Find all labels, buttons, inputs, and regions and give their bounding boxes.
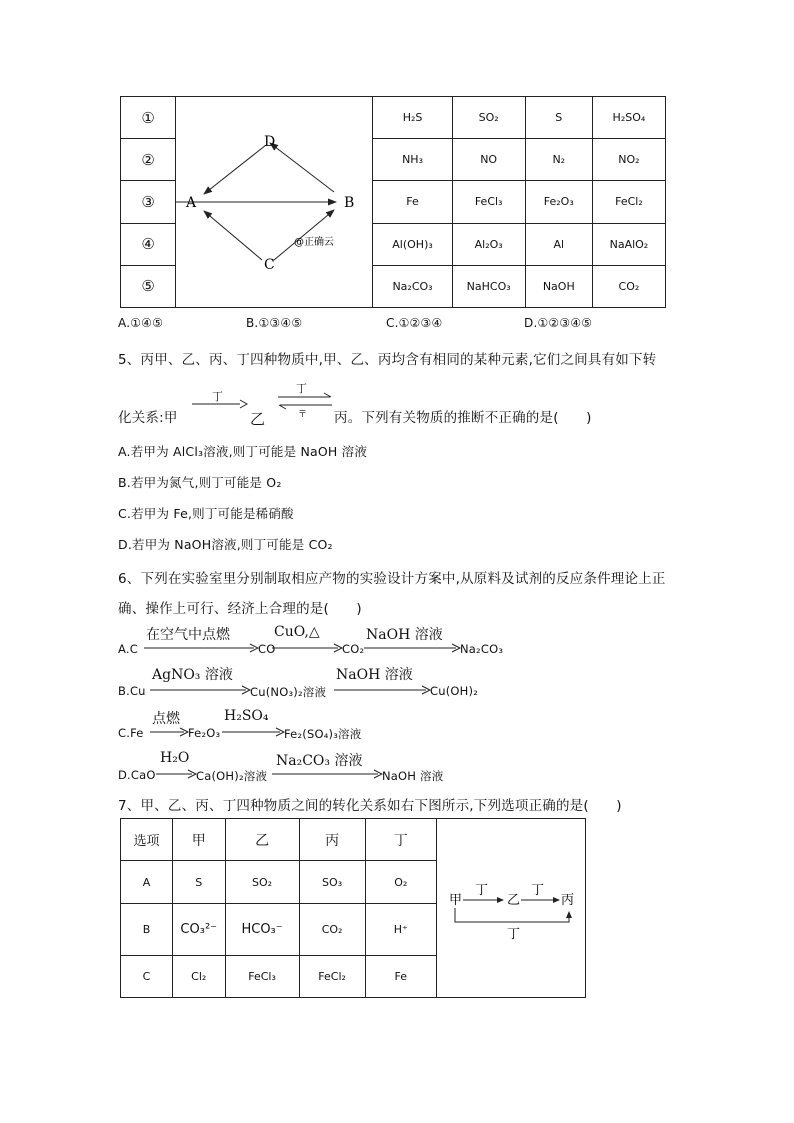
cell: H₂SO₄ bbox=[592, 97, 665, 139]
q6-a-arrow2 bbox=[272, 643, 344, 653]
q6-c-arrow1 bbox=[150, 727, 190, 737]
header-cell: 丁 bbox=[365, 819, 436, 861]
q6-a-cond1: 在空气中点燃 bbox=[146, 627, 230, 643]
q5-mid: 乙 bbox=[250, 410, 266, 428]
cell: H⁺ bbox=[365, 904, 436, 956]
cell: N₂ bbox=[525, 139, 592, 181]
cell: S bbox=[172, 861, 225, 904]
watermark: @正确云 bbox=[294, 237, 335, 248]
cell: NH₃ bbox=[373, 139, 452, 181]
q5-stem-prefix: 化关系:甲 bbox=[118, 410, 178, 426]
cell: B bbox=[121, 904, 173, 956]
q6-d-p2: NaOH 溶液 bbox=[382, 769, 444, 783]
cell: Fe bbox=[365, 956, 436, 998]
node-b: B bbox=[344, 195, 355, 211]
cell: CO₂ bbox=[592, 265, 665, 307]
cell: FeCl₂ bbox=[299, 956, 365, 998]
q6-d-p1: Ca(OH)₂溶液 bbox=[196, 769, 268, 783]
cell: HCO₃⁻ bbox=[225, 904, 299, 956]
diagram-cell bbox=[176, 97, 373, 308]
q5-option-b[interactable]: B.若甲为氮气,则丁可能是 O₂ bbox=[118, 475, 282, 490]
cell: NO₂ bbox=[592, 139, 665, 181]
node-bing: 丙 bbox=[560, 893, 574, 908]
q6-d-start[interactable]: D.CaO bbox=[118, 768, 156, 782]
q6-c-cond2: H₂SO₄ bbox=[224, 708, 269, 724]
q5-option-d[interactable]: D.若甲为 NaOH溶液,则丁可能是 CO₂ bbox=[118, 537, 333, 552]
header-cell: 选项 bbox=[121, 819, 173, 861]
q6-d-arrow2 bbox=[272, 769, 384, 779]
q6-c-p1: Fe₂O₃ bbox=[188, 726, 221, 740]
cell: SO₂ bbox=[452, 97, 525, 139]
cell: FeCl₂ bbox=[592, 181, 665, 223]
q6-a-p1: CO bbox=[258, 642, 276, 656]
q6-d-cond2: Na₂CO₃ 溶液 bbox=[276, 753, 363, 769]
cell: Al₂O₃ bbox=[452, 223, 525, 265]
cell: A bbox=[121, 861, 173, 904]
q6-a-p2: CO₂ bbox=[342, 642, 365, 656]
node-d: D bbox=[264, 134, 276, 150]
q7-stem: 7、甲、乙、丙、丁四种物质之间的转化关系如右下图所示,下列选项正确的是( ) bbox=[118, 798, 622, 814]
row-label: ③ bbox=[121, 181, 176, 223]
q4-option-a[interactable]: A.①④⑤ bbox=[118, 316, 164, 330]
header-cell: 丙 bbox=[299, 819, 365, 861]
q4-table bbox=[120, 96, 666, 308]
node-c: C bbox=[264, 257, 275, 273]
q4-option-b[interactable]: B.①③④⑤ bbox=[246, 316, 303, 330]
q6-b-p1: Cu(NO₃)₂溶液 bbox=[250, 685, 327, 699]
node-yi: 乙 bbox=[506, 893, 520, 908]
header-cell: 甲 bbox=[172, 819, 225, 861]
cell: SO₂ bbox=[225, 861, 299, 904]
q5-eq-top: 丁 bbox=[296, 382, 307, 395]
q5-arrow-label: 丁 bbox=[212, 390, 223, 403]
cell: Na₂CO₃ bbox=[373, 265, 452, 307]
q5-option-a[interactable]: A.若甲为 AlCl₃溶液,则丁可能是 NaOH 溶液 bbox=[118, 444, 368, 459]
row-label: ② bbox=[121, 139, 176, 181]
q5-arrow bbox=[192, 398, 248, 410]
q4-option-c[interactable]: C.①②③④ bbox=[386, 316, 443, 330]
cell: SO₃ bbox=[299, 861, 365, 904]
q6-stem-line1: 6、下列在实验室里分别制取相应产物的实验设计方案中,从原料及试剂的反应条件理论上正 bbox=[118, 571, 666, 587]
q6-a-cond3: NaOH 溶液 bbox=[366, 627, 443, 643]
label-ding-1: 丁 bbox=[474, 883, 488, 898]
q6-c-arrow2 bbox=[222, 727, 286, 737]
q6-a-arrow3 bbox=[364, 643, 462, 653]
cell: NaAlO₂ bbox=[592, 223, 665, 265]
cell: NO bbox=[452, 139, 525, 181]
q6-b-cond1: AgNO₃ 溶液 bbox=[152, 667, 233, 683]
cell: Cl₂ bbox=[172, 956, 225, 998]
row-label: ④ bbox=[121, 223, 176, 265]
q6-b-p2: Cu(OH)₂ bbox=[430, 684, 479, 698]
q6-b-arrow1 bbox=[150, 685, 252, 695]
q6-c-cond1: 点燃 bbox=[152, 711, 180, 727]
cell: CO₂ bbox=[299, 904, 365, 956]
q5-stem-line1: 5、丙甲、乙、丙、丁四种物质中,甲、乙、丙均含有相同的某种元素,它们之间具有如下转 bbox=[118, 352, 657, 368]
q6-a-start[interactable]: A.C bbox=[118, 642, 138, 656]
row-label: ① bbox=[121, 97, 176, 139]
cell: Fe₂O₃ bbox=[525, 181, 592, 223]
q6-b-start[interactable]: B.Cu bbox=[118, 684, 146, 698]
q7-diagram bbox=[437, 820, 585, 996]
q6-d-arrow1 bbox=[156, 769, 198, 779]
q6-a-arrow1 bbox=[144, 643, 260, 653]
cell: Al(OH)₃ bbox=[373, 223, 452, 265]
q4-option-d[interactable]: D.①②③④⑤ bbox=[524, 316, 593, 330]
node-jia: 甲 bbox=[448, 893, 462, 908]
q6-c-p2: Fe₂(SO₄)₃溶液 bbox=[284, 727, 362, 741]
q6-b-arrow2 bbox=[334, 685, 432, 695]
q5-stem-suffix: 丙。下列有关物质的推断不正确的是( ) bbox=[334, 410, 592, 426]
cell: CO₃²⁻ bbox=[172, 904, 225, 956]
cell: S bbox=[525, 97, 592, 139]
q6-d-cond1: H₂O bbox=[160, 750, 190, 766]
label-ding-2: 丁 bbox=[530, 883, 544, 898]
node-a: A bbox=[186, 195, 197, 211]
label-ding-3: 丁 bbox=[506, 927, 520, 942]
cell: H₂S bbox=[373, 97, 452, 139]
header-cell: 乙 bbox=[225, 819, 299, 861]
row-label: ⑤ bbox=[121, 265, 176, 307]
q6-b-cond2: NaOH 溶液 bbox=[336, 667, 413, 683]
cell: FeCl₃ bbox=[452, 181, 525, 223]
q5-option-c[interactable]: C.若甲为 Fe,则丁可能是稀硝酸 bbox=[118, 506, 294, 521]
cell: C bbox=[121, 956, 173, 998]
cell: FeCl₃ bbox=[225, 956, 299, 998]
cell: Al bbox=[525, 223, 592, 265]
cell: NaHCO₃ bbox=[452, 265, 525, 307]
q5-eq-bottom: 〒 bbox=[298, 410, 308, 420]
diagram-cell bbox=[436, 819, 585, 998]
q6-a-cond2: CuO,△ bbox=[274, 624, 320, 640]
q6-c-start[interactable]: C.Fe bbox=[118, 726, 144, 740]
q6-stem-line2: 确、操作上可行、经济上合理的是( ) bbox=[118, 601, 362, 617]
abcd-diagram bbox=[176, 97, 372, 307]
q7-table bbox=[120, 818, 586, 998]
cell: Fe bbox=[373, 181, 452, 223]
cell: NaOH bbox=[525, 265, 592, 307]
q6-a-p3: Na₂CO₃ bbox=[460, 642, 504, 656]
cell: O₂ bbox=[365, 861, 436, 904]
